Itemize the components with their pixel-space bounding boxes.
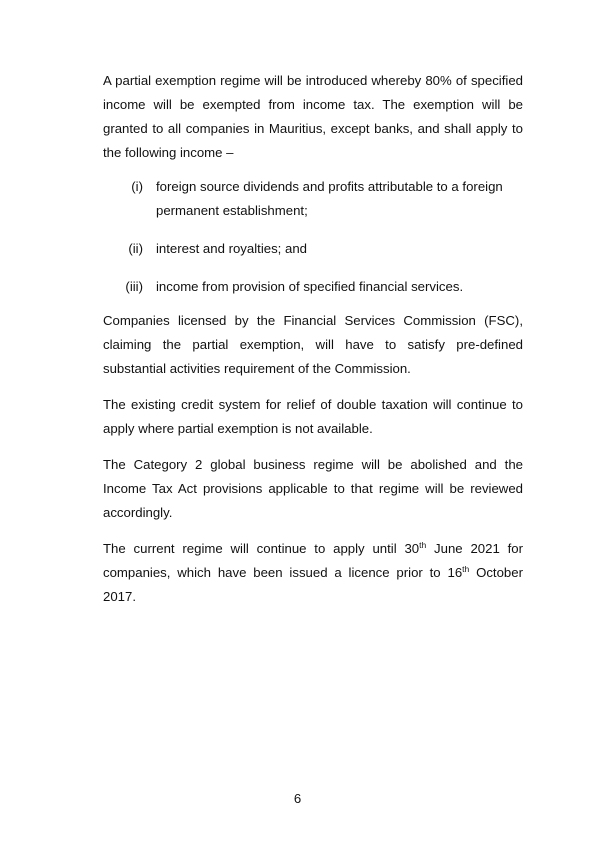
list-marker: (iii) bbox=[125, 279, 143, 294]
list-item-text: foreign source dividends and profits attributable to a foreign permanent establishment; bbox=[156, 179, 503, 218]
list-item-text: interest and royalties; and bbox=[156, 241, 308, 256]
superscript-th: th bbox=[419, 540, 427, 550]
page-number: 6 bbox=[293, 791, 302, 806]
page-body bbox=[103, 69, 523, 621]
paragraph-current-regime bbox=[103, 537, 523, 609]
paragraph-category-2: The Category 2 global business regime will be abolished and the Income Tax Act provisions applicable to that regime will be reviewed accordingly. bbox=[103, 457, 523, 520]
income-list bbox=[103, 175, 523, 299]
list-item bbox=[103, 275, 523, 299]
paragraph-fsc: Companies licensed by the Financial Services Commission (FSC), claiming the partial exemption, will have to satisfy pre-defined substantial activities requirement of the Commission. bbox=[103, 313, 523, 376]
list-marker: (ii) bbox=[128, 241, 143, 256]
list-item bbox=[103, 175, 523, 223]
current-regime-text-3: October 2017. bbox=[103, 565, 523, 604]
current-regime-text-1: The current regime will continue to apply until 30 bbox=[103, 541, 420, 556]
current-regime-text-2: June 2021 for companies, which have been issued a licence prior to 16 bbox=[103, 541, 523, 580]
list-item-text: income from provision of specified financial services. bbox=[156, 279, 464, 294]
paragraph-credit-system: The existing credit system for relief of double taxation will continue to apply where partial exemption is not available. bbox=[103, 397, 523, 436]
list-item bbox=[103, 237, 523, 261]
paragraph-partial-exemption: A partial exemption regime will be introduced whereby 80% of specified income will be exempted from income tax. The exemption will be granted to all companies in Mauritius, except banks, and shall apply to the following income – bbox=[103, 73, 523, 160]
superscript-th: th bbox=[462, 564, 470, 574]
list-marker: (i) bbox=[131, 179, 143, 194]
